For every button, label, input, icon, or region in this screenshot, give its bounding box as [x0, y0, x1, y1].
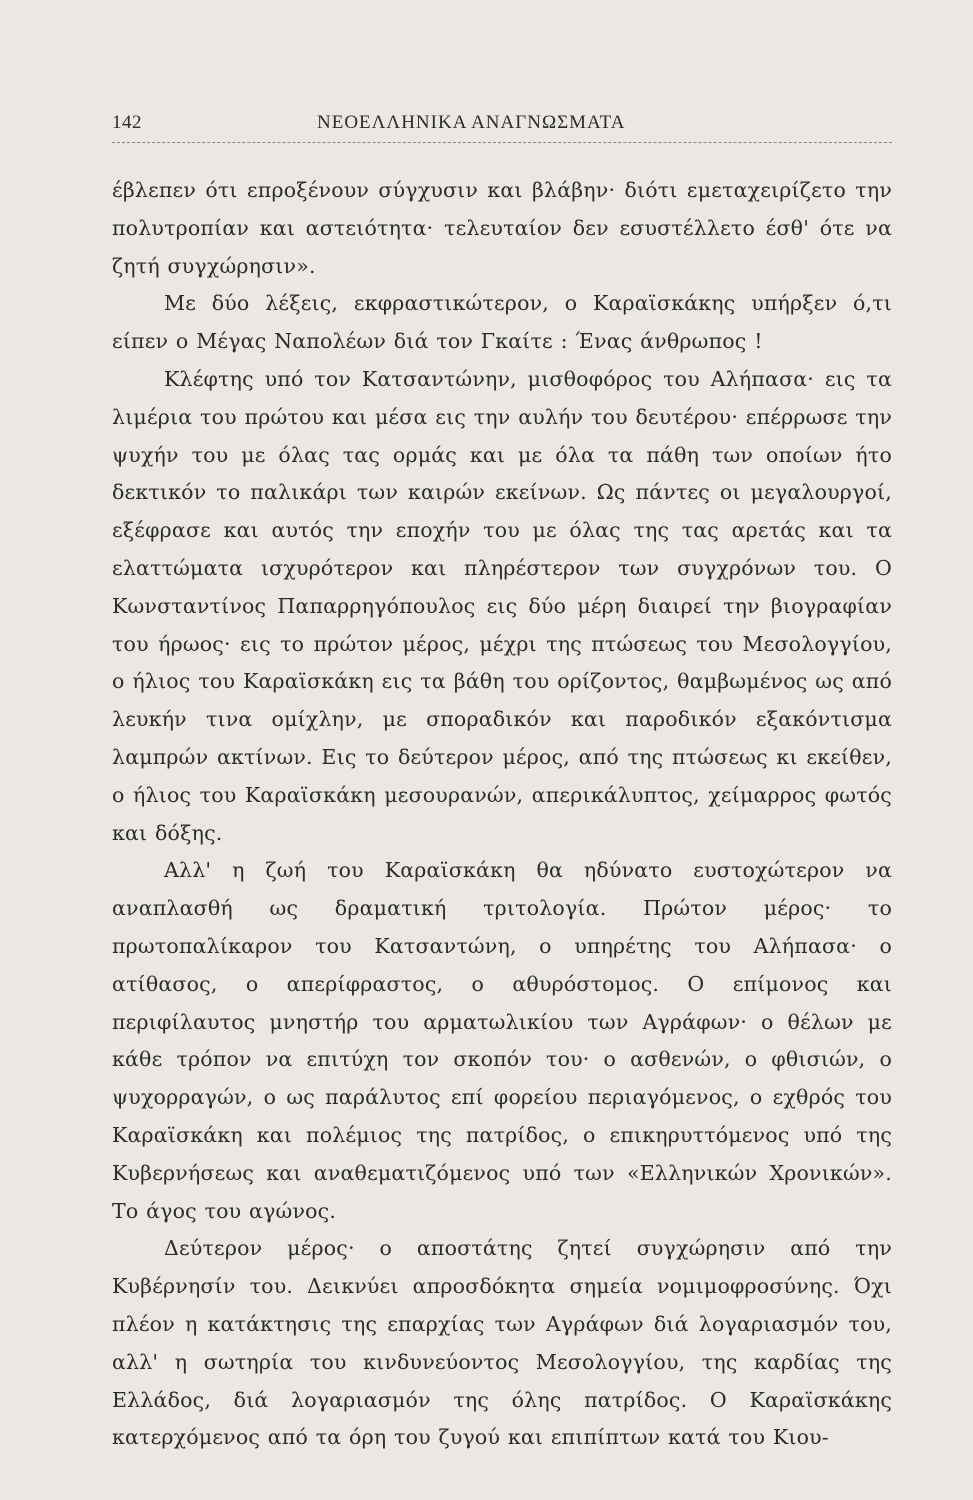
- page-header: [112, 108, 892, 143]
- paragraph: έβλεπεν ότι επροξένουν σύγχυσιν και βλάβην· διότι εμεταχειρίζετο την πολυτροπίαν και αστειότητα· τελευταίον δεν εσυστέλλετο έσθ' ότε να ζητή συγχώρησιν».: [112, 178, 892, 278]
- body-text: [112, 172, 892, 1457]
- paragraph: Δεύτερον μέρος· ο αποστάτης ζητεί συγχώρησιν από την Κυβέρνησίν του. Δεικνύει απροσδόκητα σημεία νομιμοφροσύνης. Όχι πλέον η κατάκτησις της επαρχίας των Αγράφων διά λογαριασμόν του, αλλ' η σωτηρία του κινδυνεύοντος Μεσολογγίου, της καρδίας της Ελλάδος, διά λογαριασμόν της όλης πατρίδος. Ο Καραϊσκάκης κατερχόμενος από τα όρη του ζυγού και επιπίπτων κατά του Κιου-: [112, 1236, 892, 1450]
- paragraph: Αλλ' η ζωή του Καραϊσκάκη θα ηδύνατο ευστοχώτερον να αναπλασθή ως δραματική τριτολογία. Πρώτον μέρος· το πρωτοπαλίκαρον του Κατσαντώνη, ο υπηρέτης του Αλήπασα· ο ατίθασος, ο απερίφραστος, ο αθυρόστομος. Ο επίμονος και περιφίλαυτος μνηστήρ του αρματωλικίου των Αγράφων· ο θέλων με κάθε τρόπον να επιτύχη τον σκοπόν του· ο ασθενών, ο φθισιών, ο ψυχορραγών, ο ως παράλυτος επί φορείου περιαγόμενος, ο εχθρός του Καραϊσκάκη και πολέμιος της πατρίδος, ο επικηρυττόμενος υπό της Κυβερνήσεως και αναθεματιζόμενος υπό των «Ελληνικών Χρονικών». Το άγος του αγώνος.: [112, 858, 892, 1223]
- page-number: 142: [112, 112, 142, 133]
- paragraph: Κλέφτης υπό τον Κατσαντώνην, μισθοφόρος του Αλήπασα· εις τα λιμέρια του πρώτου και μέσα εις την αυλήν του δευτέρου· επέρρωσε την ψυχήν του με όλας τας ορμάς και με όλα τα πάθη των οποίων ήτο δεκτικόν το παλικάρι των καιρών εκείνων. Ως πάντες οι μεγαλουργοί, εξέφρασε και αυτός την εποχήν του με όλας της τας αρετάς και τα ελαττώματα ισχυρότερον και πληρέστερον των συγχρόνων του. Ο Κωνσταντίνος Παπαρρηγόπουλος εις δύο μέρη διαιρεί την βιογραφίαν του ήρωος· εις το πρώτον μέρος, μέχρι της πτώσεως του Μεσολογγίου, ο ήλιος του Καραϊσκάκη εις τα βάθη του ορίζοντος, θαμβωμένος ως από λευκήν τινα ομίχλην, με σποραδικόν και παροδικόν εξακόντισμα λαμπρών ακτίνων. Εις το δεύτερον μέρος, από της πτώσεως κι εκείθεν, ο ήλιος του Καραϊσκάκη μεσουρανών, απερικάλυπτος, χείμαρρος φωτός και δόξης.: [112, 366, 892, 845]
- paragraph: Με δύο λέξεις, εκφραστικώτερον, ο Καραϊσκάκης υπήρξεν ό,τι είπεν ο Μέγας Ναπολέων διά τον Γκαίτε : Ένας άνθρωπος !: [112, 291, 892, 354]
- running-title: ΝΕΟΕΛΛΗΝΙΚΑ ΑΝΑΓΝΩΣΜΑΤΑ: [317, 112, 626, 133]
